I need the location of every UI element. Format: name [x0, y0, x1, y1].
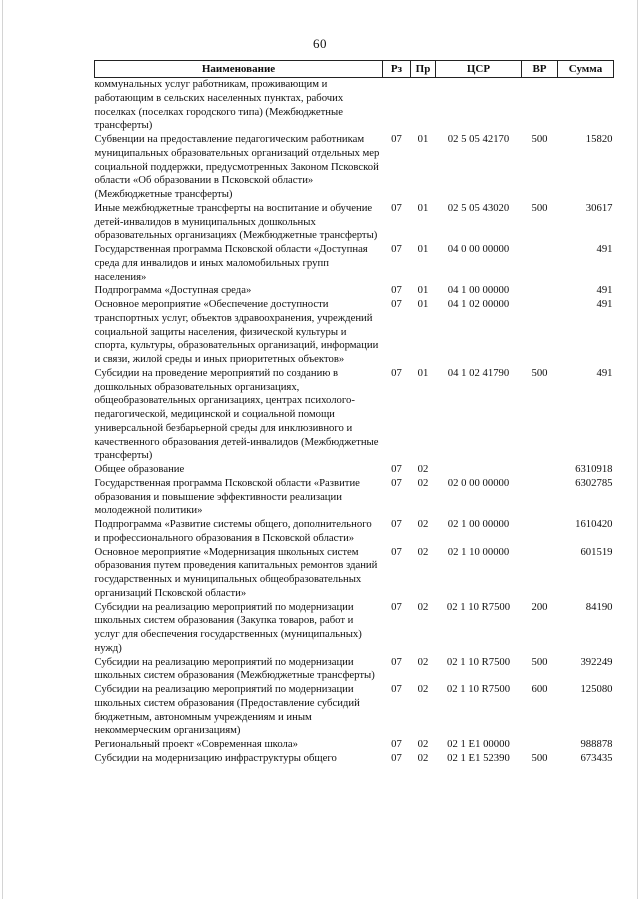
cell-sum: 1610420: [575, 518, 613, 530]
cell-csr: 04 1 02 00000: [447, 298, 510, 310]
cell-pr: 01: [417, 284, 429, 297]
cell-pr: 02: [417, 518, 429, 530]
cell-name: Субсидии на проведение мероприятий по созданию в дошкольных образовательных организациях, общеобразовательных организациях, центрах психолого-педагогической, медицинской и социальной помощи универсальной безбарьерной среды для инклюзивного и качественного образования детей-инвалидов (Межбюджетные трансферты): [94, 366, 379, 462]
header-name: Наименование: [95, 61, 383, 78]
cell-sum: 15820: [585, 133, 613, 145]
cell-csr: 02 1 E1 52390: [447, 751, 510, 764]
cell-name: Основное мероприятие «Модернизация школьных систем образования путем проведения капитальных ремонтов зданий государственных и муниципальных общеобразовательных организаций Псковской области»: [94, 545, 378, 599]
table-row: [95, 477, 614, 518]
cell-rz: 07: [391, 133, 402, 145]
cell-vr: 500: [531, 751, 548, 764]
cell-sum: 84190: [585, 600, 613, 613]
cell-csr: 04 1 00 00000: [447, 284, 510, 297]
table-header: [95, 61, 614, 78]
cell-rz: 07: [391, 284, 402, 297]
cell-vr: 500: [531, 133, 548, 145]
cell-vr: [522, 477, 558, 518]
cell-rz: 07: [391, 545, 402, 558]
cell-rz: 07: [391, 600, 402, 613]
page-edge-right: [637, 0, 638, 899]
cell-pr: 01: [417, 133, 429, 145]
table-row: [95, 463, 614, 477]
cell-csr: 02 0 00 00000: [447, 476, 510, 489]
table-row: [95, 202, 614, 243]
cell-vr: [522, 738, 558, 752]
cell-name: Общее образование: [94, 463, 185, 475]
cell-rz: 07: [391, 738, 402, 750]
table-row: [95, 601, 614, 656]
cell-sum: 601519: [580, 545, 613, 558]
table-row: [95, 298, 614, 367]
cell-sum: 673435: [580, 751, 613, 764]
cell-vr: 500: [531, 201, 548, 214]
cell-pr: 01: [417, 366, 429, 379]
header-sum: Сумма: [558, 61, 614, 78]
table-row: [95, 133, 614, 202]
cell-vr: 200: [531, 600, 548, 613]
cell-csr: 02 1 10 00000: [447, 545, 510, 558]
cell-name: Субсидии на модернизацию инфраструктуры общего: [94, 751, 337, 764]
cell-rz: 07: [391, 298, 402, 310]
table-body: [95, 78, 614, 766]
cell-vr: [522, 546, 558, 601]
table-row: [95, 656, 614, 684]
cell-pr: 02: [417, 738, 429, 750]
cell-rz: 07: [391, 518, 402, 530]
cell-vr: [522, 518, 558, 546]
cell-csr: 02 1 10 R7500: [446, 683, 511, 695]
cell-pr: 02: [417, 476, 429, 489]
cell-pr: 02: [417, 655, 429, 668]
cell-rz: 07: [391, 476, 402, 489]
table-row: [95, 738, 614, 752]
cell-vr: [522, 78, 558, 134]
cell-vr: 500: [531, 366, 548, 379]
budget-table: [94, 60, 614, 766]
cell-pr: 01: [417, 243, 429, 255]
cell-pr: [411, 78, 436, 134]
cell-csr: 04 0 00 00000: [447, 243, 510, 255]
cell-rz: 07: [391, 683, 402, 695]
cell-vr: [522, 243, 558, 284]
cell-sum: 988878: [580, 738, 613, 750]
cell-sum: 125080: [580, 683, 613, 695]
table-row: [95, 284, 614, 298]
cell-pr: 02: [417, 545, 429, 558]
cell-sum: 491: [596, 243, 613, 255]
cell-name: Субсидии на реализацию мероприятий по модернизации школьных систем образования (Предоставление субсидий бюджетным, автономным учреждениям и иным некоммерческим организациям): [94, 683, 360, 737]
cell-rz: 07: [391, 655, 402, 668]
cell-csr: 02 1 E1 00000: [447, 738, 510, 750]
table-row: [95, 518, 614, 546]
cell-vr: 500: [531, 655, 548, 668]
cell-name: Подпрограмма «Доступная среда»: [94, 284, 252, 297]
cell-vr: [522, 298, 558, 367]
cell-rz: 07: [391, 366, 402, 379]
cell-rz: 07: [391, 201, 402, 214]
cell-csr: [436, 78, 522, 134]
cell-csr: 02 1 10 R7500: [446, 655, 511, 668]
cell-sum: [558, 78, 614, 134]
page-edge-left: [2, 0, 3, 899]
page-number: 60: [313, 36, 327, 51]
cell-sum: 6302785: [575, 476, 613, 489]
table-row: [95, 752, 614, 766]
cell-name: Подпрограмма «Развитие системы общего, дополнительного и профессионального образования в Псковской области»: [94, 518, 372, 544]
cell-csr: 04 1 02 41790: [447, 366, 510, 379]
cell-pr: 02: [417, 751, 429, 764]
table-row: [95, 367, 614, 463]
table-row: [95, 78, 614, 134]
cell-vr: [522, 284, 558, 298]
cell-name: Региональный проект «Современная школа»: [94, 738, 298, 750]
cell-name: Субсидии на реализацию мероприятий по модернизации школьных систем образования (Закупка товаров, работ и услуг для обеспечения государственных (муниципальных) нужд): [94, 600, 362, 654]
header-pr: Пр: [411, 61, 436, 78]
cell-sum: 30617: [585, 201, 613, 214]
cell-csr: 02 1 00 00000: [447, 518, 510, 530]
cell-name: Основное мероприятие «Обеспечение доступности транспортных услуг, объектов здравоохранения, учреждений социальной защиты населения, физической культуры и спорта, культуры, образовательных организаций, информации и связи, жилой среды и иных приоритетных объектов»: [94, 298, 379, 365]
cell-rz: 07: [391, 751, 402, 764]
cell-sum: 392249: [580, 655, 613, 668]
cell-sum: 491: [596, 284, 613, 297]
cell-sum: 491: [596, 366, 613, 379]
cell-csr: 02 5 05 42170: [447, 133, 510, 145]
cell-pr: 01: [417, 298, 429, 310]
header-row: [95, 61, 614, 78]
cell-pr: 02: [417, 600, 429, 613]
header-csr: ЦСР: [436, 61, 522, 78]
cell-sum: 491: [596, 298, 613, 310]
cell-vr: 600: [531, 683, 548, 695]
table-row: [95, 546, 614, 601]
cell-sum: 6310918: [575, 463, 613, 475]
cell-pr: 01: [417, 201, 429, 214]
cell-name: коммунальных услуг работникам, проживающим и работающим в сельских населенных пунктах, рабочих поселках (поселках городского типа) (Межбюджетные трансферты): [94, 78, 344, 132]
table-row: [95, 683, 614, 738]
header-rz: Рз: [383, 61, 411, 78]
cell-rz: [383, 78, 411, 134]
cell-name: Субсидии на реализацию мероприятий по модернизации школьных систем образования (Межбюджетные трансферты): [94, 655, 375, 682]
cell-pr: 02: [417, 463, 429, 475]
cell-csr: [436, 463, 522, 477]
cell-pr: 02: [417, 683, 429, 695]
cell-vr: [522, 463, 558, 477]
cell-name: Иные межбюджетные трансферты на воспитание и обучение детей-инвалидов в муниципальных дошкольных образовательных организациях (Межбюджетные трансферты): [94, 201, 378, 242]
table-row: [95, 243, 614, 284]
cell-name: Субвенции на предоставление педагогическим работникам муниципальных образовательных организаций отдельных мер социальной поддержки, предусмотренных Законом Псковской области «Об образовании в Псковской области» (Межбюджетные трансферты): [94, 133, 380, 200]
cell-rz: 07: [391, 463, 402, 475]
cell-csr: 02 5 05 43020: [447, 201, 510, 214]
cell-name: Государственная программа Псковской области «Доступная среда для инвалидов и иных маломобильных групп населения»: [94, 243, 368, 283]
cell-rz: 07: [391, 243, 402, 255]
cell-csr: 02 1 10 R7500: [446, 600, 511, 613]
header-vr: ВР: [522, 61, 558, 78]
cell-name: Государственная программа Псковской области «Развитие образования и повышение эффективности реализации молодежной политики»: [94, 476, 360, 517]
